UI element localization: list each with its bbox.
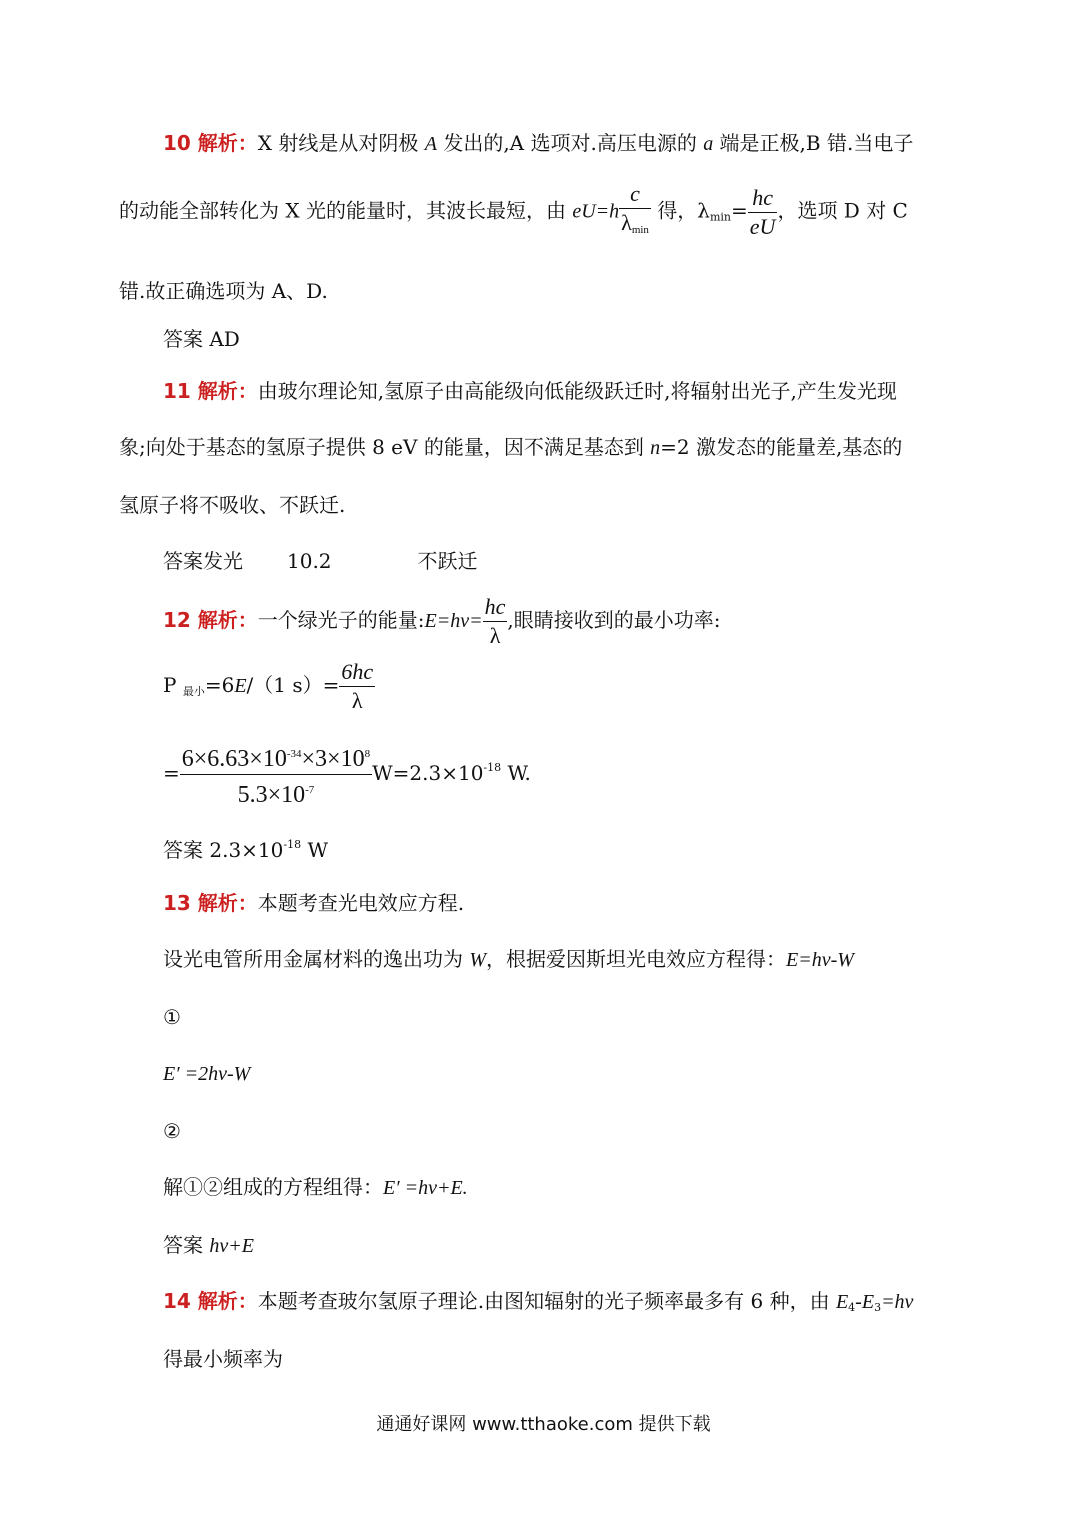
q13-var: W <box>469 949 487 971</box>
frac-exponent: -34 <box>286 748 302 760</box>
q13-line-1 <box>163 890 464 916</box>
q11-var: n <box>650 437 661 459</box>
q12-text: W. <box>501 761 531 785</box>
answer-text: 答案 AD <box>163 327 240 351</box>
q14-line-2 <box>163 1346 283 1372</box>
frac-exponent: 8 <box>364 748 371 760</box>
answer-value: 不跃迁 <box>417 549 478 573</box>
q13-text: 本题考查光电效应方程. <box>257 891 465 915</box>
answer-text: W <box>301 838 329 862</box>
q10-formula: eU=h <box>572 200 620 223</box>
answer-text: 答案发光 <box>163 549 243 573</box>
q14-var: E <box>835 1291 849 1313</box>
q10-text: = <box>731 198 748 223</box>
q12-var: E <box>234 675 247 697</box>
q10-label: 10 解析： <box>163 131 258 155</box>
frac-denominator: λ <box>351 688 363 713</box>
frac-numerator: hc <box>748 184 778 213</box>
q11-text: 氢原子将不吸收、不跃迁. <box>119 493 346 517</box>
circled-one: ① <box>163 1005 181 1029</box>
q10-fraction-hc-over-eu <box>748 184 778 241</box>
frac-denominator: λ <box>489 623 501 648</box>
frac-numerator: hc <box>483 593 508 622</box>
q12-sub: 最小 <box>182 685 205 698</box>
q13-text: 设光电管所用金属材料的逸出功为 <box>163 947 470 971</box>
q11-line-2 <box>119 434 902 461</box>
frac-numerator: 6hc <box>339 658 375 687</box>
q14-sub: 4 <box>848 1301 856 1314</box>
q10-text: 发出的,A 选项对.高压电源的 <box>436 131 704 155</box>
frac-denominator: eU <box>749 213 776 239</box>
q10-text: 错.故正确选项为 A、D. <box>119 279 328 303</box>
q11-label: 11 解析： <box>163 379 258 403</box>
q12-text: /（1 s）= <box>246 673 340 697</box>
q12-line-2 <box>163 655 375 722</box>
q12-line-3 <box>163 738 531 810</box>
q13-mark-2 <box>163 1118 181 1144</box>
q10-line-1 <box>163 130 913 157</box>
answer-exponent: -18 <box>283 838 302 851</box>
q11-text: 由玻尔理论知,氢原子由高能级向低能级跃迁时,将辐射出光子,产生发光现 <box>257 379 897 403</box>
q10-text: X 射线是从对阴极 <box>257 131 425 155</box>
answer-formula: hv+E <box>209 1235 254 1257</box>
page-footer: 通通好课网 www.tthaoke.com 提供下载 <box>376 1414 711 1435</box>
q13-text: ，根据爱因斯坦光电效应方程得： <box>486 947 787 971</box>
q14-label: 14 解析： <box>163 1289 258 1313</box>
q10-text: 端是正极,B 错.当电子 <box>713 131 914 155</box>
q10-answer <box>163 326 240 352</box>
q11-line-3 <box>119 492 345 518</box>
frac-numerator-part: ×3×10 <box>301 746 365 772</box>
q13-eq-2 <box>163 1060 250 1087</box>
q12-answer <box>163 832 328 863</box>
q10-text: 的动能全部转化为 X 光的能量时，其波长最短，由 <box>119 198 573 223</box>
frac-numerator: c <box>619 180 651 209</box>
q12-label: 12 解析： <box>163 608 258 632</box>
q10-line-2 <box>119 180 908 250</box>
q14-var: -E <box>855 1291 875 1313</box>
q13-formula: E′ =hv+E. <box>383 1177 468 1199</box>
circled-two: ② <box>163 1119 181 1143</box>
q11-line-1 <box>163 378 897 404</box>
q11-text: =2 激发态的能量差,基态的 <box>660 435 903 459</box>
q13-answer <box>163 1232 254 1259</box>
q12-text: W=2.3×10 <box>372 761 484 785</box>
frac-numerator-part: 6×6.63×10 <box>181 746 287 772</box>
q11-answer <box>163 548 478 574</box>
q12-line-1 <box>163 590 721 651</box>
q12-fraction-hc-over-lambda <box>483 593 508 650</box>
q13-line-3 <box>163 1174 468 1201</box>
frac-denominator-part: 5.3×10 <box>237 782 306 808</box>
q12-text: =6 <box>204 673 235 697</box>
frac-denominator: λ <box>621 210 632 235</box>
q13-mark-1 <box>163 1004 181 1030</box>
q14-text: 得最小频率为 <box>163 1347 283 1371</box>
q11-text: 象;向处于基态的氢原子提供 8 eV 的能量，因不满足基态到 <box>119 435 651 459</box>
q14-sub: 3 <box>874 1301 882 1314</box>
q12-text: ,眼睛接收到的最小功率: <box>507 608 721 632</box>
q13-text: 解①②组成的方程组得： <box>163 1175 383 1199</box>
frac-exponent: -7 <box>305 784 315 796</box>
q10-text: 得，λ <box>650 198 710 223</box>
q13-line-2 <box>163 946 854 973</box>
frac-denominator-sub: min <box>631 224 649 236</box>
q14-formula: =hv <box>881 1291 914 1313</box>
answer-text: 答案 <box>163 1233 210 1257</box>
q10-var: a <box>703 133 714 155</box>
q12-fraction-numeric <box>180 739 372 810</box>
q12-text: 一个绿光子的能量: <box>257 608 425 632</box>
q12-text: = <box>163 761 180 785</box>
q14-line-1 <box>163 1288 913 1321</box>
q12-exponent: -18 <box>483 761 502 774</box>
answer-value: 10.2 <box>287 549 332 573</box>
q12-fraction-6hc-over-lambda <box>339 658 375 715</box>
q12-formula: E=hv= <box>424 610 483 632</box>
q10-var: A <box>424 133 437 155</box>
q13-formula: E′ =2hv-W <box>163 1063 251 1085</box>
q10-text: ，选项 D 对 C <box>777 198 908 223</box>
q13-label: 13 解析： <box>163 891 258 915</box>
q10-line-3 <box>119 278 328 304</box>
q13-formula: E=hv-W <box>786 949 854 971</box>
q12-text: P <box>163 673 183 697</box>
q14-text: 本题考查玻尔氢原子理论.由图知辐射的光子频率最多有 6 种，由 <box>257 1289 836 1313</box>
q10-sub: min <box>709 210 732 224</box>
answer-text: 答案 2.3×10 <box>163 838 284 862</box>
q10-fraction-c-over-lambda <box>619 180 651 244</box>
